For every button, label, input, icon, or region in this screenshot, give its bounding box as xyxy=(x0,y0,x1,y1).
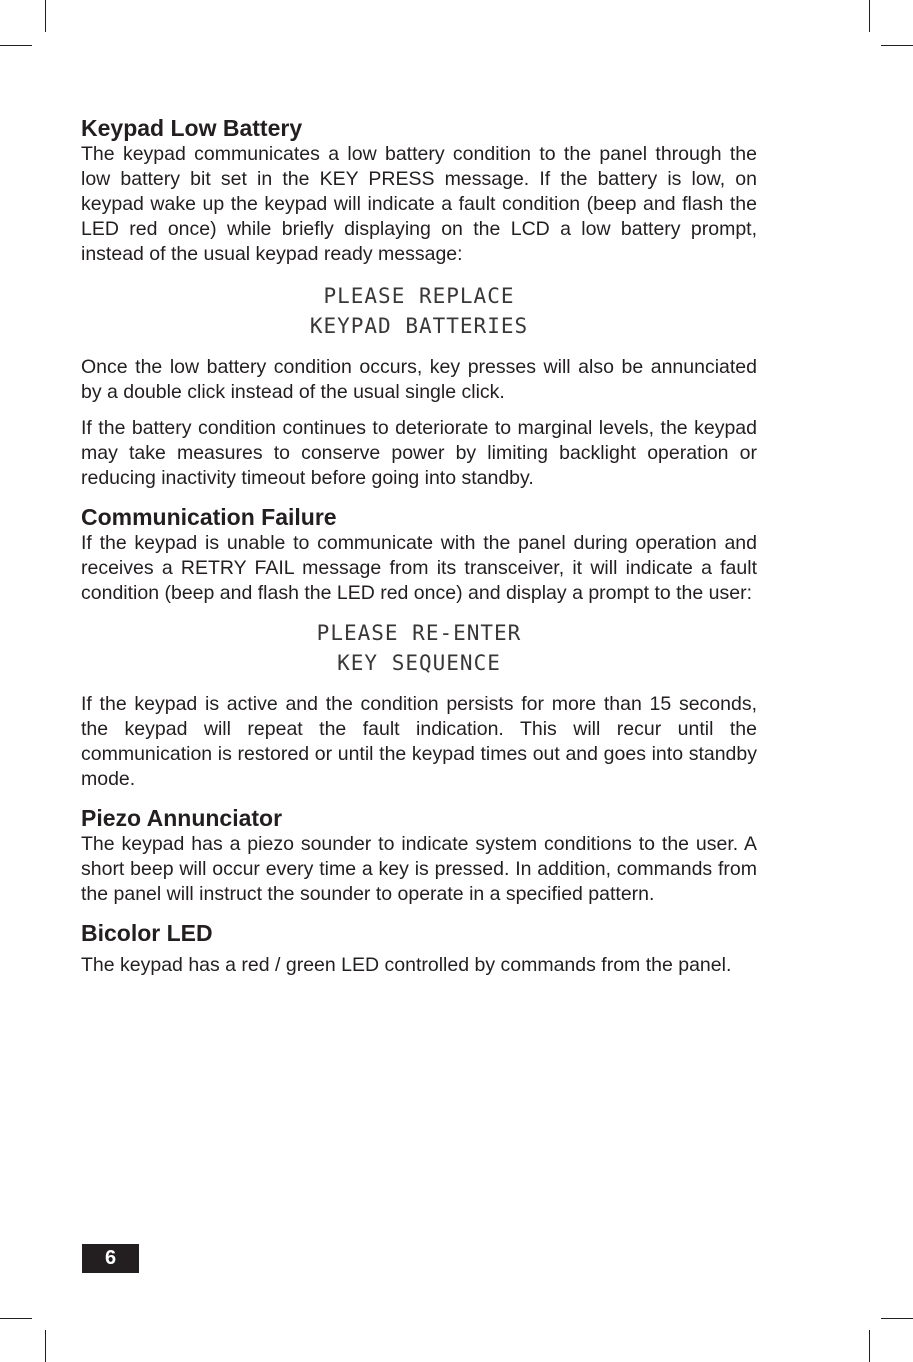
section-heading-bicolor-led: Bicolor LED xyxy=(81,920,213,946)
crop-mark-bottom-right-vertical xyxy=(869,1330,870,1362)
paragraph-communication-intro: If the keypad is unable to communicate with the panel during operation and receives a RETRY FAIL message from its transceiver, it will indicate a fault condition (beep and flash the LED red once) and display a prompt to the user: xyxy=(81,532,757,604)
section-heading-piezo-annunciator: Piezo Annunciator xyxy=(81,805,283,831)
paragraph-condition-persists: If the keypad is active and the condition persists for more than 15 seconds, the keypad will repeat the fault indication. This will recur until the communication is restored or until the keypad times out and goes into standby mode. xyxy=(81,693,757,790)
crop-mark-top-right-horizontal xyxy=(881,45,913,46)
lcd-prompt-low-battery xyxy=(81,281,757,341)
paragraph-piezo: The keypad has a piezo sounder to indicate system conditions to the user. A short beep will occur every time a key is pressed. In addition, commands from the panel will instruct the sounder to operate in a specified pattern. xyxy=(81,833,757,905)
section-heading-communication-failure: Communication Failure xyxy=(81,504,337,530)
lcd-line: KEYPAD BATTERIES xyxy=(309,314,529,338)
crop-mark-bottom-left-vertical xyxy=(45,1330,46,1362)
crop-mark-top-right-vertical xyxy=(869,0,870,32)
lcd-prompt-communication-failure xyxy=(81,618,757,678)
section-heading-keypad-low-battery: Keypad Low Battery xyxy=(81,115,303,141)
page-content xyxy=(81,114,757,978)
lcd-line: PLEASE RE-ENTER xyxy=(316,621,522,645)
page-number: 6 xyxy=(82,1244,139,1273)
crop-mark-bottom-left-horizontal xyxy=(0,1318,32,1319)
paragraph-bicolor-led: The keypad has a red / green LED controlled by commands from the panel. xyxy=(81,954,732,976)
lcd-line: PLEASE REPLACE xyxy=(323,284,515,308)
paragraph-low-battery-intro: The keypad communicates a low battery condition to the panel through the low battery bit set in the KEY PRESS message. If the battery is low, on keypad wake up the keypad will indicate a fault condition (beep and flash the LED red once) while briefly displaying on the LCD a low battery prompt, instead of the usual keypad ready message: xyxy=(81,143,757,265)
crop-mark-top-left-vertical xyxy=(45,0,46,32)
paragraph-double-click: Once the low battery condition occurs, key presses will also be annunciated by a double click instead of the usual single click. xyxy=(81,356,757,403)
lcd-line: KEY SEQUENCE xyxy=(337,651,501,675)
paragraph-marginal-levels: If the battery condition continues to deteriorate to marginal levels, the keypad may take measures to conserve power by limiting backlight operation or reducing inactivity timeout before going into standby. xyxy=(81,417,757,489)
crop-mark-top-left-horizontal xyxy=(0,45,32,46)
crop-mark-bottom-right-horizontal xyxy=(881,1318,913,1319)
